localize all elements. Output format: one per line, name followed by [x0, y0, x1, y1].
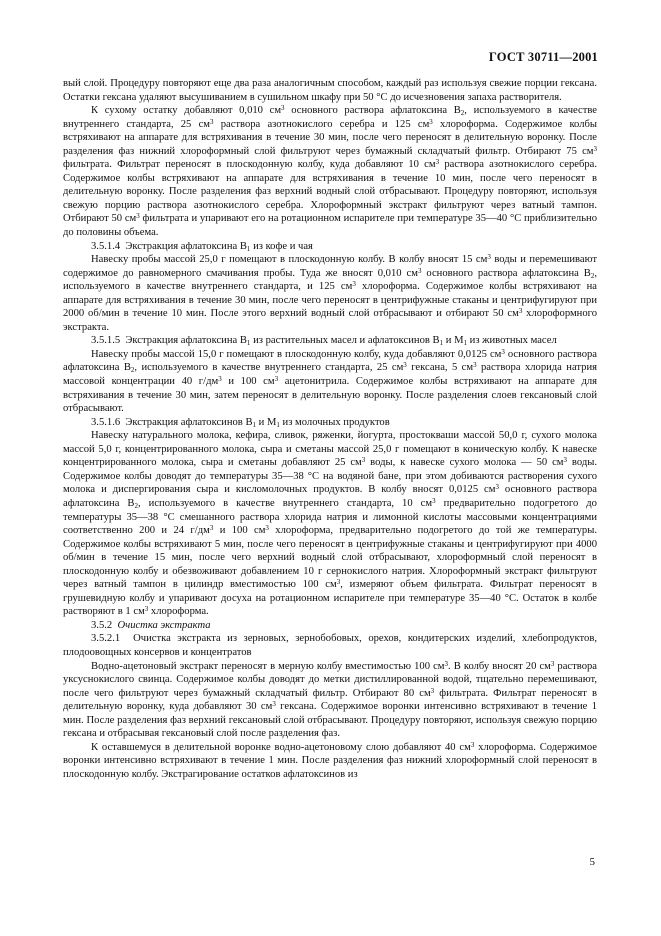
paragraph-p11: Водно-ацетоновый экстракт переносят в мерную колбу вместимостью 100 $см^3$. В колбу вносят 20 $см^3$ раствора уксуснокислого свинца. Содержимое колбы доводят до метки дистиллированной водой, тщательно перемешивают, после чего фильтруют через бумажный складчатый фильтр. Отбирают 80 $см^3$ фильтрата. Фильтрат переносят в делительную воронку, куда добавляют 30 $см^3$ гексана. Содержимое воронки интенсивно встряхивают в течение 1 мин. После разделения фаз верхний гексановый слой отбрасывают. Процедуру повторяют, используя свежую порцию гексана и отбрасывая гексановый слой после разделения фаз. — [63, 659, 598, 740]
document-body — [63, 77, 597, 781]
document-header: ГОСТ 30711—2001 — [488, 50, 598, 64]
page-number: 5 — [589, 856, 595, 868]
paragraph-p6: Навеску пробы массой 15,0 г помещают в плоскодонную колбу, куда добавляют 0,0125 $см^3$ основного раствора афлатоксина $В_2$, используемого в качестве внутреннего стандарта, 25 $см^3$ гексана, 5 $см^3$ раствора хлорида натрия массовой концентрации 40 $г/дм^3$ и 100 $см^3$ ацетонитрила. Содержимое колбы встряхивают на аппарате для встряхивания в течение 30 мин, затем переносят в делительную воронку. После разделения слоев гексановый слой отбрасывают. — [63, 347, 597, 415]
paragraph-p2: К сухому остатку добавляют 0,010 $см^3$ основного раствора афлатоксина $В_2$, используемого в качестве внутреннего стандарта, 25 $см^3$ раствора азотнокислого серебра и 125 $см^3$ хлороформа. Содержимое колбы встряхивают на аппарате для встряхивания в течение 30 мин, после чего переносят в делительную воронку. После разделения фаз нижний хлороформный слой фильтруют через бумажный складчатый фильтр. Отбирают 75 $см^3$ фильтрата. Фильтрат переносят в плоскодонную колбу, куда добавляют 10 $см^3$ раствора азотнокислого серебра. Содержимое колбы встряхивают на аппарате для встряхивания в течение 10 мин, после чего переносят в делительную воронку. После разделения фаз верхний водный слой отбрасывают. Процедуру повторяют, используя свежую порцию раствора азотнокислого серебра. Хлороформный экстракт фильтруют через ватный тампон. Отбирают 50 $см^3$ фильтрата и упаривают его на ротационном испарителе при температуре 35—40 °С приблизительно до половины объема. — [63, 104, 598, 239]
paragraph-p3: 3.5.1.4 Экстракция афлатоксина $В_1$ из кофе и чая — [91, 240, 313, 253]
paragraph-p9: 3.5.2 Очистка экстракта — [91, 619, 211, 631]
paragraph-p12: К оставшемуся в делительной воронке водно-ацетоновому слою добавляют 40 $см^3$ хлороформа. Содержимое воронки интенсивно встряхивают в течение 1 мин. После разделения фаз нижний хлороформный слой переносят в плоскодонную колбу. Экстрагирование остатков афлатоксинов из — [63, 740, 597, 780]
paragraph-p8: Навеску натурального молока, кефира, сливок, ряженки, йогурта, простокваши массой 50,0 г, сухого молока массой 5,0 г, концентрированного молока, сыра и сметаны массой 25,0 г помещают в коническую колбу. К навеске концентрированного молока, сыра и сметаны добавляют 25 $см^3$ воды, к навеске сухого молока — 50 $см^3$ воды. Содержимое колбы доводят до температуры 35—38 °С на водяной бане, при этом добиваются растворения сухого молока и диспергирования сыра и кисломолочных продуктов. В колбу вносят 0,0125 $см^3$ основного раствора афлатоксина $В_2$, используемого в качестве внутреннего стандарта, 10 $см^3$ предварительно подогретого до температуры 35—38 °С смешанного раствора хлорида натрия и лимонной кислоты массовыми концентрациями соответственно 200 и 24 $г/дм^3$ и 100 $см^3$ хлороформа, предварительно подогретого до той же температуры. Содержимое колбы встряхивают 5 мин, после чего переносят в центрифужные стаканы и центрифугируют при 4000 об/мин в течение 15 мин, после чего верхний водный слой отбрасывают, хлороформный слой переносят в плоскодонную колбу и обезвоживают добавлением 10 г сернокислого натрия. Хлороформный экстракт фильтруют через ватный тампон в цилиндр вместимостью 100 $см^3$, измеряют объем фильтрата. Фильтрат переносят в грушевидную колбу и упаривают досуха на ротационном испарителе при температуре 35—40 °С. Остаток в колбе растворяют в 1 $см^3$ хлороформа. — [63, 430, 598, 618]
paragraph-p4: Навеску пробы массой 25,0 г помещают в плоскодонную колбу. В колбу вносят 15 $см^3$ воды и перемешивают содержимое до равномерного смачивания пробы. Туда же вносят 0,010 $см^3$ основного раствора афлатоксина $В_2$, используемого в качестве внутреннего стандарта, и 125 $см^3$ хлороформа. Содержимое колбы встряхивают на аппарате для встряхивания в течение 30 мин, после чего переносят в центрифужные стаканы и центрифугируют при 2000 об/мин в течение 10 мин. После этого верхний водный слой отбрасывают и отбирают 50 $см^3$ хлороформного экстракта. — [63, 253, 598, 333]
paragraph-p1: вый слой. Процедуру повторяют еще два раза аналогичным способом, каждый раз используя свежие порции гексана. Остатки гексана удаляют высушиванием в сушильном шкафу при 50 °С до исчезновения запаха растворителя. — [63, 78, 597, 103]
paragraph-p7: 3.5.1.6 Экстракция афлатоксинов $В_1$ и $М_1$ из молочных продуктов — [91, 416, 390, 429]
paragraph-p10: 3.5.2.1 Очистка экстракта из зерновых, зернобобовых, орехов, кондитерских изделий, хлебопродуктов, плодоовощных консервов и концентратов — [63, 633, 597, 658]
paragraph-p5: 3.5.1.5 Экстракция афлатоксина $В_1$ из растительных масел и афлатоксинов $В_1$ и $М_1$ из животных масел — [91, 335, 557, 348]
